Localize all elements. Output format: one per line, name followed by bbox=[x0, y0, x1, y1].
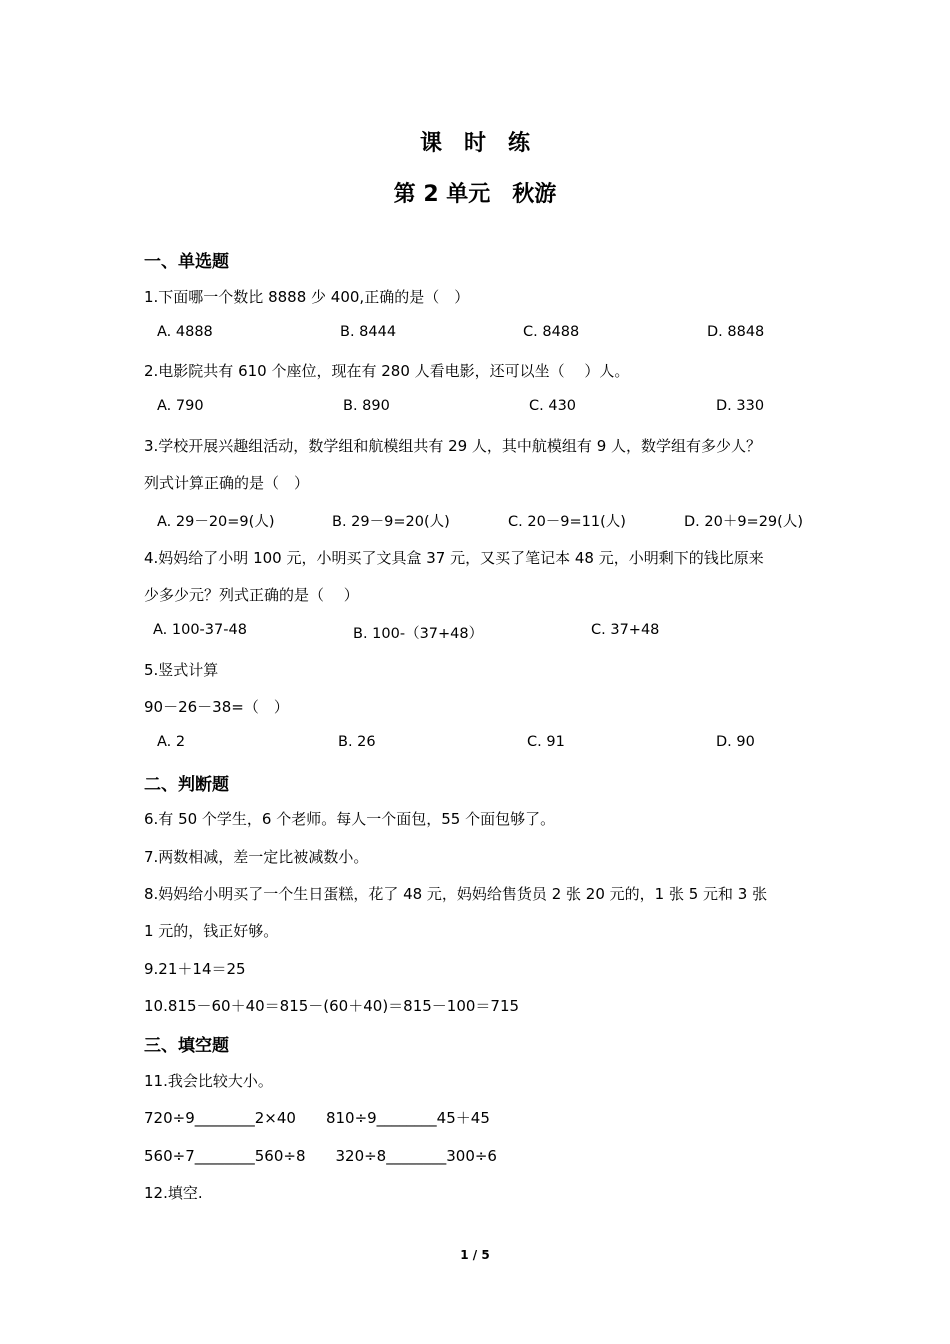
q2-option-d: D. 330 bbox=[716, 398, 765, 414]
question-5-line-1: 5.竖式计算 bbox=[144, 661, 219, 679]
question-1: 1.下面哪一个数比 8888 少 400,正确的是（ ） bbox=[144, 288, 470, 306]
q5-option-a: A. 2 bbox=[157, 734, 186, 750]
question-4-line-1: 4.妈妈给了小明 100 元，小明买了文具盒 37 元，又买了笔记本 48 元，小明剩下的钱比原来 bbox=[144, 549, 764, 567]
question-5-line-2: 90－26－38=（ ） bbox=[144, 698, 289, 716]
question-11-row-1: 720÷9________2×40 810÷9________45＋45 bbox=[144, 1109, 490, 1127]
q2-option-a: A. 790 bbox=[157, 398, 204, 414]
question-10: 10.815－60＋40＝815－(60＋40)＝815－100＝715 bbox=[144, 997, 520, 1015]
question-6: 6.有 50 个学生，6 个老师。每人一个面包，55 个面包够了。 bbox=[144, 810, 556, 828]
q2-option-b: B. 890 bbox=[343, 398, 390, 414]
q1-option-a: A. 4888 bbox=[157, 324, 213, 340]
section-heading-fill-in: 三、填空题 bbox=[144, 1036, 229, 1056]
question-11-row-2: 560÷7________560÷8 320÷8________300÷6 bbox=[144, 1147, 497, 1165]
section-heading-true-false: 二、判断题 bbox=[144, 775, 229, 795]
question-7: 7.两数相减，差一定比被减数小。 bbox=[144, 848, 369, 866]
question-9: 9.21＋14＝25 bbox=[144, 960, 246, 978]
q4-option-b: B. 100-（37+48） bbox=[353, 626, 484, 642]
question-2: 2.电影院共有 610 个座位，现在有 280 人看电影，还可以坐（ ）人。 bbox=[144, 362, 630, 380]
q4-option-a: A. 100-37-48 bbox=[153, 622, 247, 638]
question-8-line-2: 1 元的，钱正好够。 bbox=[144, 922, 279, 940]
q3-option-a: A. 29－20=9(人) bbox=[157, 514, 275, 530]
q3-option-c: C. 20－9=11(人) bbox=[508, 514, 626, 530]
q1-option-b: B. 8444 bbox=[340, 324, 397, 340]
q5-option-c: C. 91 bbox=[527, 734, 565, 750]
q5-option-d: D. 90 bbox=[716, 734, 755, 750]
question-8-line-1: 8.妈妈给小明买了一个生日蛋糕，花了 48 元，妈妈给售货员 2 张 20 元的，1 张 5 元和 3 张 bbox=[144, 885, 768, 903]
q4-option-c: C. 37+48 bbox=[591, 622, 660, 638]
page-subtitle: 第 2 单元 秋游 bbox=[393, 182, 557, 207]
q1-option-d: D. 8848 bbox=[707, 324, 765, 340]
question-12: 12.填空. bbox=[144, 1184, 203, 1202]
q3-option-b: B. 29－9=20(人) bbox=[332, 514, 450, 530]
question-11: 11.我会比较大小。 bbox=[144, 1072, 273, 1090]
question-3-line-1: 3.学校开展兴趣组活动，数学组和航模组共有 29 人，其中航模组有 9 人，数学组有多少人？ bbox=[144, 437, 762, 455]
page-title: 课 时 练 bbox=[419, 131, 530, 156]
q5-option-b: B. 26 bbox=[338, 734, 376, 750]
section-heading-single-choice: 一、单选题 bbox=[144, 252, 229, 272]
question-3-line-2: 列式计算正确的是（ ） bbox=[144, 474, 310, 492]
page-number: 1 / 5 bbox=[460, 1248, 490, 1262]
q1-option-c: C. 8488 bbox=[523, 324, 580, 340]
question-4-line-2: 少多少元？列式正确的是（ ） bbox=[144, 586, 359, 604]
q2-option-c: C. 430 bbox=[529, 398, 577, 414]
q3-option-d: D. 20＋9=29(人) bbox=[684, 514, 803, 530]
